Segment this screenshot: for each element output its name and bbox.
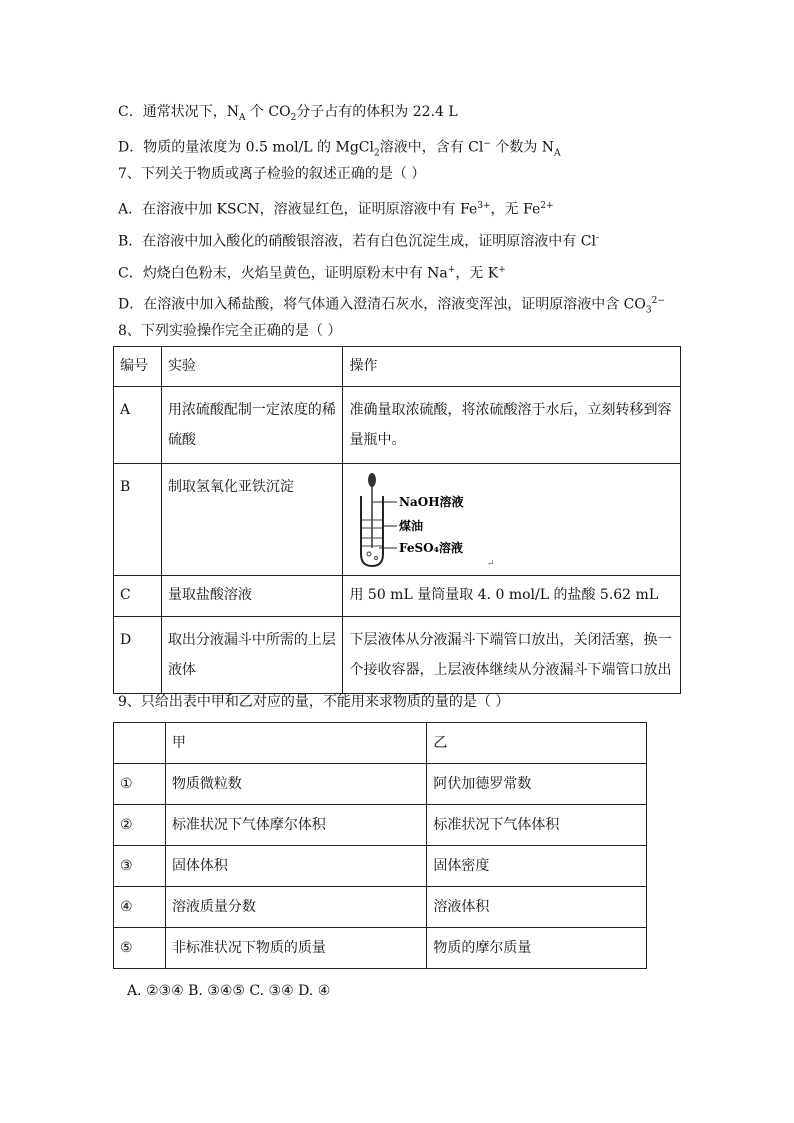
row-id: A [114, 387, 162, 464]
operation-cell: 用 50 mL 量筒量取 4. 0 mol/L 的盐酸 5.62 mL [343, 576, 681, 617]
row-index: ② [114, 805, 166, 846]
row-index: ③ [114, 846, 166, 887]
jia-cell: 物质微粒数 [165, 764, 426, 805]
question-8: 8、下列实验操作完全正确的是（ ） [118, 323, 342, 339]
table-row [114, 887, 647, 928]
return-mark: ↵ [487, 559, 496, 569]
operation-figure-cell [343, 464, 681, 576]
header-cell: 甲 [165, 723, 426, 764]
jia-cell: 标准状况下气体摩尔体积 [165, 805, 426, 846]
jia-cell: 非标准状况下物质的质量 [165, 928, 426, 969]
answer-choices: A. ②③④ B. ③④⑤ C. ③④ D. ④ [127, 983, 331, 999]
table-row [114, 928, 647, 969]
table-row [114, 805, 647, 846]
yi-cell: 阿伏加德罗常数 [427, 764, 647, 805]
figure-label-naoh: NaOH溶液 [399, 495, 465, 509]
question-9: 9、只给出表中甲和乙对应的量，不能用来求物质的量的是（ ） [118, 694, 510, 710]
table-header-row [114, 347, 681, 387]
header-cell: 实验 [161, 347, 343, 387]
experiment-cell: 取出分液漏斗中所需的上层液体 [161, 617, 343, 694]
jia-cell: 溶液质量分数 [165, 887, 426, 928]
option-6d: D．物质的量浓度为 0.5 mol/L 的 MgCl$_2$溶液中，含有 Cl− 个数为 $N_A$ [118, 139, 561, 159]
row-id: C [114, 576, 162, 617]
experiment-cell: 制取氢氧化亚铁沉淀 [161, 464, 343, 576]
question-7: 7、下列关于物质或离子检验的叙述正确的是（ ） [118, 166, 426, 182]
yi-cell: 溶液体积 [427, 887, 647, 928]
table-row [114, 764, 647, 805]
option-7c: C．灼烧白色粉末，火焰呈黄色，证明原粉末中有 Na+，无 K+ [118, 265, 506, 282]
yi-cell: 物质的摩尔质量 [427, 928, 647, 969]
dropper-bulb-icon [368, 473, 376, 487]
figure-label-kerosene: 煤油 [399, 519, 424, 533]
table-header-row [114, 723, 647, 764]
operation-cell: 下层液体从分液漏斗下端管口放出，关闭活塞，换一个接收容器，上层液体继续从分液漏斗下端管口放出 [343, 617, 681, 694]
test-tube-figure [349, 466, 509, 570]
row-id: D [114, 617, 162, 694]
option-7b: B．在溶液中加入酸化的硝酸银溶液，若有白色沉淀生成，证明原溶液中有 Cl- [118, 233, 599, 250]
experiment-cell: 量取盐酸溶液 [161, 576, 343, 617]
header-cell: 操作 [343, 347, 681, 387]
table-q9 [113, 722, 647, 969]
row-id: B [114, 464, 162, 576]
table-row [114, 464, 681, 576]
yi-cell: 固体密度 [427, 846, 647, 887]
table-row [114, 387, 681, 464]
experiment-cell: 用浓硫酸配制一定浓度的稀硫酸 [161, 387, 343, 464]
table-row [114, 617, 681, 694]
header-cell [114, 723, 166, 764]
table-row [114, 576, 681, 617]
operation-cell: 准确量取浓硫酸，将浓硫酸溶于水后，立刻转移到容量瓶中。 [343, 387, 681, 464]
row-index: ① [114, 764, 166, 805]
table-row [114, 846, 647, 887]
row-index: ④ [114, 887, 166, 928]
figure-label-feso4: FeSO₄溶液 [399, 541, 464, 555]
option-6c: C．通常状况下，$N_A$ 个 $CO_2$分子占有的体积为 22.4 L [118, 104, 458, 123]
yi-cell: 标准状况下气体体积 [427, 805, 647, 846]
option-7a: A．在溶液中加 KSCN，溶液显红色，证明原溶液中有 $Fe^{3+}$，无 $Fe^{2+}$ [118, 201, 554, 218]
jia-cell: 固体体积 [165, 846, 426, 887]
row-index: ⑤ [114, 928, 166, 969]
header-cell: 编号 [114, 347, 162, 387]
option-7d: D．在溶液中加入稀盐酸，将气体通入澄清石灰水，溶液变浑浊，证明原溶液中含 $CO_3^{2-}$ [118, 296, 665, 316]
header-cell: 乙 [427, 723, 647, 764]
table-q8 [113, 346, 681, 694]
